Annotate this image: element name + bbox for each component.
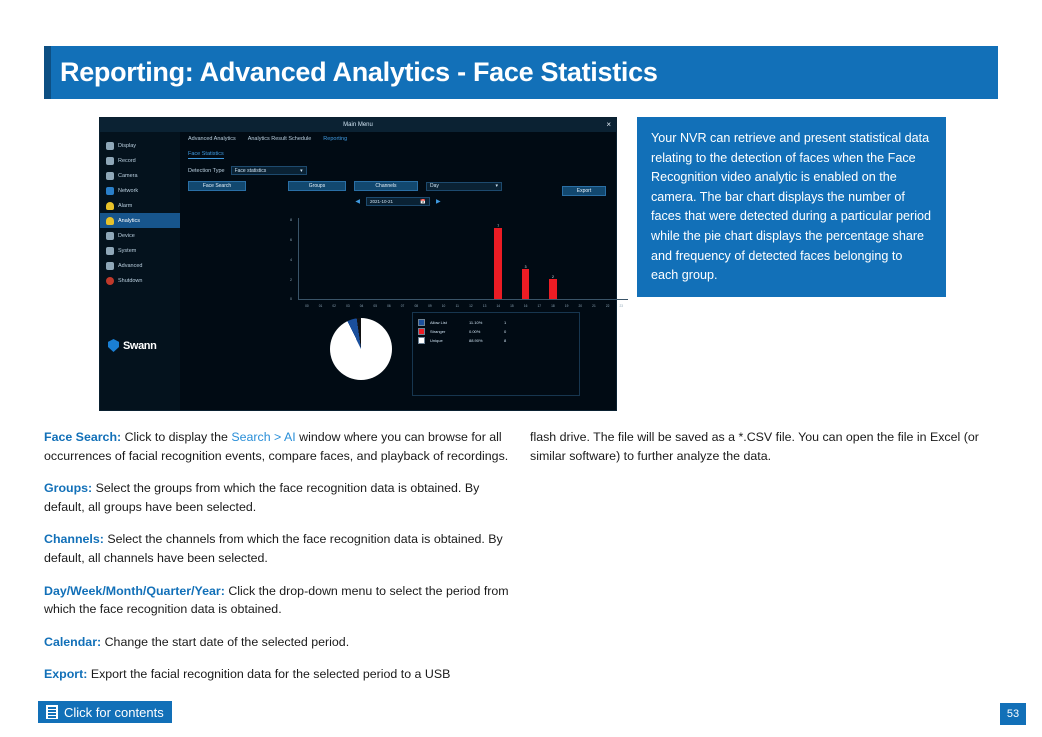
chart-bar <box>522 269 530 299</box>
term-face-search: Face Search: <box>44 430 122 444</box>
detection-type-row <box>188 166 616 175</box>
date-value: 2021-10-21 <box>370 199 394 204</box>
chart-x-tick: 19 <box>564 304 569 308</box>
chart-bars <box>300 218 628 299</box>
screenshot-sidebar <box>100 132 180 410</box>
sidebar-item-system[interactable] <box>100 243 180 258</box>
page-number-badge: 53 <box>1000 703 1026 725</box>
period-value: Day <box>430 183 439 189</box>
period-text: Click the drop-down menu to select the period from which the face recognition data is obtained. <box>44 583 509 617</box>
chart-x-tick: 14 <box>496 304 501 308</box>
body-right-column <box>530 428 1000 465</box>
page-title: Reporting: Advanced Analytics - Face Statistics <box>60 57 658 87</box>
chevron-down-icon: ▾ <box>495 183 498 189</box>
link-search-ai[interactable]: Search > AI <box>231 430 296 444</box>
chart-x-tick: 04 <box>359 304 364 308</box>
legend-item <box>418 327 568 336</box>
paragraph-export-continued: flash drive. The file will be saved as a *.CSV file. You can open the file in Excel (or similar software) to further analyze the data. <box>530 430 979 463</box>
prev-period-button[interactable]: ◀ <box>355 199 360 205</box>
analytics-icon <box>106 217 114 225</box>
paragraph-period <box>44 582 514 619</box>
chart-x-tick: 15 <box>510 304 514 308</box>
chart-x-tick: 17 <box>537 304 542 308</box>
record-icon <box>106 157 114 165</box>
pie-graphic <box>330 318 392 380</box>
chart-x-tick: 05 <box>373 304 377 308</box>
chart-x-tick: 12 <box>469 304 473 308</box>
legend-count: 1 <box>504 320 507 325</box>
screenshot-body <box>100 132 624 410</box>
calendar-icon[interactable]: 📅 <box>420 198 426 204</box>
legend-label: Stranger <box>430 329 446 334</box>
face-search-text-after: window where you can browse for all occurrences of facial recognition events, compare faces, and playback of recordings. <box>44 430 509 463</box>
chevron-down-icon: ▾ <box>300 167 303 174</box>
controls-row <box>188 181 616 191</box>
y-tick-label: 4 <box>290 258 292 262</box>
face-statistics-pie-chart <box>330 318 410 380</box>
detection-type-label: Detection Type <box>188 167 225 174</box>
close-icon[interactable]: × <box>606 120 611 129</box>
chart-bar-column <box>532 218 546 299</box>
groups-button[interactable]: Groups <box>288 181 346 191</box>
chart-x-tick: 13 <box>482 304 487 308</box>
network-icon <box>106 187 114 195</box>
term-calendar: Calendar: <box>44 634 102 649</box>
y-tick-label: 6 <box>290 238 292 242</box>
legend-percent: 0.00% <box>469 329 481 334</box>
header-accent-bar <box>44 46 51 99</box>
legend-color-swatch <box>418 337 425 344</box>
legend-count: 0 <box>504 329 507 334</box>
tab-analytics-result-schedule[interactable]: Analytics Result Schedule <box>247 136 312 142</box>
term-channels: Channels: <box>44 532 104 547</box>
sidebar-item-alarm[interactable] <box>100 198 180 213</box>
device-icon <box>106 232 114 240</box>
legend-percent: 11.10% <box>469 320 483 325</box>
chart-bar-column <box>300 218 314 299</box>
y-tick-label: 0 <box>290 297 292 301</box>
sidebar-item-label: Record <box>118 157 136 164</box>
nvr-screenshot <box>99 117 624 411</box>
chart-bar-column <box>341 218 355 299</box>
chart-bar-value: 3 <box>524 264 527 269</box>
chart-x-tick: 23 <box>619 304 624 308</box>
legend-label: Allow List <box>430 320 447 325</box>
chart-x-tick: 07 <box>400 304 405 308</box>
chart-bar <box>549 279 557 299</box>
screenshot-main-panel <box>180 132 624 410</box>
legend-color-swatch <box>418 319 425 326</box>
channels-button[interactable]: Channels <box>354 181 418 191</box>
legend-color-swatch <box>418 328 425 335</box>
chart-x-tick: 02 <box>332 304 336 308</box>
brand-name: Swann <box>123 339 157 352</box>
paragraph-export <box>44 665 514 684</box>
sidebar-item-label: Network <box>118 187 139 194</box>
chart-bar-column <box>573 218 587 299</box>
chart-bar-column <box>601 218 615 299</box>
chart-bar-column <box>382 218 396 299</box>
face-search-button[interactable]: Face Search <box>188 181 246 191</box>
chart-bar-column <box>519 218 533 299</box>
chart-bar-column <box>409 218 423 299</box>
chart-x-tick: 11 <box>455 304 459 308</box>
sidebar-item-label: Display <box>118 142 137 149</box>
export-text: Export the facial recognition data for the selected period to a USB <box>87 667 451 682</box>
contents-button[interactable] <box>38 701 172 723</box>
chart-bar-column <box>560 218 574 299</box>
screenshot-window-title: Main Menu <box>343 122 373 128</box>
chart-x-tick: 20 <box>578 304 583 308</box>
paragraph-face-search <box>44 428 514 465</box>
chart-bar-column <box>478 218 492 299</box>
chart-x-tick: 21 <box>592 304 596 308</box>
export-button[interactable]: Export <box>562 186 606 196</box>
detection-type-select[interactable] <box>231 166 307 175</box>
chart-bar-column <box>396 218 410 299</box>
sidebar-item-network[interactable] <box>100 183 180 198</box>
callout-text: Your NVR can retrieve and present statistical data relating to the detection of faces when the Face Recognition video analytic is enabled on the camera. The bar chart displays the number of faces that were detected during a particular period while the pie chart displays the percentage share and frequency of detected faces belonging to each group. <box>651 131 932 283</box>
sidebar-item-advanced[interactable] <box>100 258 180 273</box>
date-navigator <box>180 197 616 206</box>
chart-bar-column <box>368 218 382 299</box>
chart-x-tick: 18 <box>551 304 555 308</box>
term-period: Day/Week/Month/Quarter/Year: <box>44 583 225 598</box>
period-select[interactable] <box>426 182 502 191</box>
legend-label: Unique <box>430 338 443 343</box>
chart-bar-column <box>423 218 437 299</box>
face-statistics-bar-chart <box>290 218 628 310</box>
legend-item <box>418 318 568 327</box>
legend-count: 8 <box>504 338 507 343</box>
chart-x-tick: 03 <box>346 304 350 308</box>
chart-x-tick: 22 <box>605 304 610 308</box>
chart-x-tick: 06 <box>387 304 391 308</box>
y-tick-label: 2 <box>290 278 292 282</box>
chart-x-axis <box>298 299 628 300</box>
calendar-text: Change the start date of the selected period. <box>101 634 350 649</box>
date-input[interactable] <box>366 197 430 206</box>
sidebar-item-shutdown[interactable] <box>100 273 180 288</box>
screenshot-titlebar <box>100 118 616 132</box>
page-header <box>44 46 998 99</box>
chart-bar-value: 7 <box>497 224 500 229</box>
chart-x-tick: 08 <box>414 304 418 308</box>
subtab-face-statistics[interactable]: Face Statistics <box>188 151 224 157</box>
sidebar-item-label: System <box>118 247 137 254</box>
body-left-column <box>44 428 514 684</box>
contents-label: Click for contents <box>64 704 164 720</box>
chart-bar-column <box>505 218 519 299</box>
face-search-text-before: Click to display the <box>121 430 232 444</box>
next-period-button[interactable]: ▶ <box>436 199 441 205</box>
chart-bar-column <box>450 218 464 299</box>
sidebar-item-label: Alarm <box>118 202 133 209</box>
tab-advanced-analytics[interactable]: Advanced Analytics <box>188 136 236 142</box>
chart-bar-column <box>464 218 478 299</box>
system-icon <box>106 247 114 255</box>
legend-item <box>418 336 568 345</box>
sidebar-item-analytics[interactable] <box>100 213 180 228</box>
legend-percent: 88.90% <box>469 338 483 343</box>
detection-type-value: Face statistics <box>234 167 267 174</box>
tab-reporting[interactable]: Reporting <box>323 136 348 142</box>
groups-text: Select the groups from which the face recognition data is obtained. By default, all groups have been selected. <box>44 481 480 514</box>
chart-bar-column <box>355 218 369 299</box>
chart-bar-column <box>614 218 628 299</box>
sidebar-item-record[interactable] <box>100 153 180 168</box>
info-callout <box>637 117 946 297</box>
paragraph-calendar <box>44 633 514 652</box>
chart-bar-column <box>327 218 341 299</box>
camera-icon <box>106 172 114 180</box>
sidebar-item-label: Device <box>118 232 135 239</box>
advanced-icon <box>106 262 114 270</box>
channels-text: Select the channels from which the face recognition data is obtained. By default, all channels have been selected. <box>44 532 503 565</box>
sidebar-item-display[interactable] <box>100 138 180 153</box>
sidebar-item-device[interactable] <box>100 228 180 243</box>
display-icon <box>106 142 114 150</box>
sidebar-item-label: Shutdown <box>118 277 143 284</box>
chart-bar-column <box>587 218 601 299</box>
chart-x-tick: 09 <box>428 304 432 308</box>
chart-bar-column <box>437 218 451 299</box>
chart-bar-value: 2 <box>551 274 554 279</box>
sidebar-item-camera[interactable] <box>100 168 180 183</box>
chart-bar-column <box>314 218 328 299</box>
sidebar-item-label: Camera <box>118 172 138 179</box>
y-tick-label: 8 <box>290 218 292 222</box>
term-groups: Groups: <box>44 481 93 496</box>
chart-bar-column <box>546 218 560 299</box>
chart-x-tick: 16 <box>523 304 528 308</box>
pie-legend <box>418 318 568 345</box>
chart-x-tick: 00 <box>305 304 309 308</box>
alarm-icon <box>106 202 114 210</box>
paragraph-groups <box>44 479 514 516</box>
shutdown-icon <box>106 277 114 285</box>
chart-y-axis <box>298 218 299 300</box>
chart-bar <box>494 228 502 299</box>
brand-logo <box>108 339 156 352</box>
chart-bar-column <box>491 218 505 299</box>
chart-x-tick: 10 <box>441 304 446 308</box>
contents-icon <box>46 705 58 719</box>
shield-icon <box>108 339 119 352</box>
term-export: Export: <box>44 667 88 682</box>
chart-x-tick-labels <box>300 304 628 308</box>
chart-x-tick: 01 <box>318 304 323 308</box>
sidebar-item-label: Advanced <box>118 262 143 269</box>
paragraph-channels <box>44 530 514 567</box>
screenshot-tabs <box>180 132 616 142</box>
sidebar-item-label: Analytics <box>118 217 141 224</box>
